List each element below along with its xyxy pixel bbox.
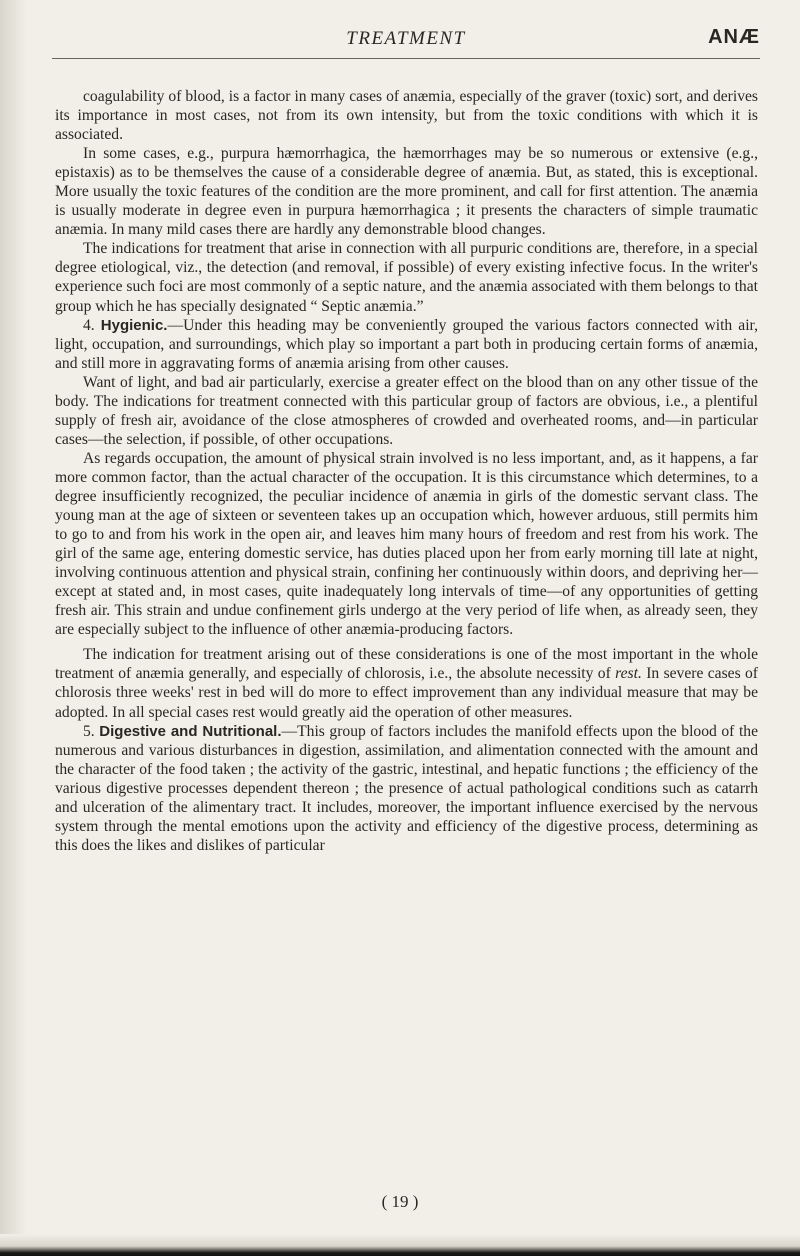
page-number: ( 19 ) bbox=[381, 1192, 419, 1211]
paragraph: The indications for treatment that arise in connection with all purpuric conditions are, therefore, in a special degree etiological, viz., the detection (and removal, if possible) of every existing infective focus. In the writer's experience such foci are most commonly of a septic nature, and the anæmia associated with them belongs to that group which he has specially designated “ Septic anæmia.” bbox=[55, 240, 758, 315]
paragraph-rest: The indication for treatment arising out of these considerations is one of the most important in the whole treatment of anæmia generally, and especially of chlorosis, i.e., the absolute necessity of rest. In severe cases of chlorosis three weeks' rest in bed will do more to effect improvement than any individual measure that may be adopted. In all special cases rest would greatly aid the operation of other measures. bbox=[55, 646, 759, 721]
page-header bbox=[52, 28, 760, 64]
run-in-heading: Digestive and Nutritional. bbox=[99, 722, 282, 740]
section-number: 4. bbox=[83, 316, 95, 334]
section-tag: ANÆ bbox=[708, 26, 760, 48]
paragraph: Want of light, and bad air particularly, exercise a greater effect on the blood than on any other tissue of the body. The indications for treatment connected with this particular group of factors are obvious, i.e., a plentiful supply of fresh air, avoidance of the close atmospheres of crowded and overheated rooms, and—in particular cases—the selection, if possible, of other occupations. bbox=[55, 373, 758, 448]
paragraph: As regards occupation, the amount of physical strain involved is no less important, and, as it happens, a far more common factor, than the actual character of the occupation. It is this circumstance which determines, to a degree insufficiently recognized, the peculiar incidence of anæmia in girls of the domestic servant class. The young man at the age of sixteen or seventeen takes up an occupation which, however arduous, still permits him to go to and from his work in the open air, and leaves him many hours of freedom and rest from his work. The girl of the same age, entering domestic service, has duties placed upon her from early morning till late at night, involving continuous attention and physical strain, confining her continuously within doors, and depriving her—except at stated and, in most cases, quite inadequately long intervals of time—of any opportunities of getting fresh air. This strain and undue confinement girls undergo at the very period of life when, as already seen, they are especially subject to the influence of other anæmia-producing factors. bbox=[55, 449, 758, 639]
running-head: TREATMENT bbox=[346, 28, 466, 49]
binding-shadow bbox=[0, 0, 28, 1256]
paragraph-digestive: 5. Digestive and Nutritional.—This group of factors includes the manifold effects upon the blood of the numerous and various disturbances in digestion, assimilation, and alimentation connected with the amount and the character of the food taken ; the activity of the gastric, intestinal, and hepatic functions ; the efficiency of the various digestive processes dependent thereon ; the presence of actual pathological conditions such as catarrh and ulceration of the alimentary tract. It includes, moreover, the important influence exercised by the nervous system through the mental emotions upon the activity and efficiency of the digestive process, determining as this does the likes and dislikes of particular bbox=[55, 722, 759, 854]
body-text bbox=[55, 87, 758, 855]
paragraph: coagulability of blood, is a factor in many cases of anæmia, especially of the graver (toxic) sort, and derives its importance in most cases, not from its own intensity, but from the toxic conditions with which it is associated. bbox=[55, 88, 758, 144]
header-rule bbox=[52, 58, 760, 59]
emphasis-rest: rest. bbox=[615, 665, 642, 683]
run-in-heading: Hygienic. bbox=[100, 316, 168, 334]
paragraph-hygienic: 4. Hygienic.—Under this heading may be conveniently grouped the various factors connected with air, light, occupation, and surroundings, which play so important a part both in producing certain forms of anæmia, and still more in aggravating forms of anæmia arising from other causes. bbox=[55, 316, 758, 372]
paragraph: In some cases, e.g., purpura hæmorrhagica, the hæmorrhages may be so numerous or extensive (e.g., epistaxis) as to be themselves the cause of a considerable degree of anæmia. But, as stated, this is exceptional. More usually the toxic features of the condition are the more prominent, and call for first attention. The anæmia is usually moderate in degree even in purpura hæmorrhagica ; it presents the characters of simple traumatic anæmia. In many mild cases there are hardly any demonstrable blood changes. bbox=[55, 145, 758, 239]
section-number: 5. bbox=[83, 722, 95, 740]
page-bottom-edge bbox=[0, 1234, 800, 1256]
